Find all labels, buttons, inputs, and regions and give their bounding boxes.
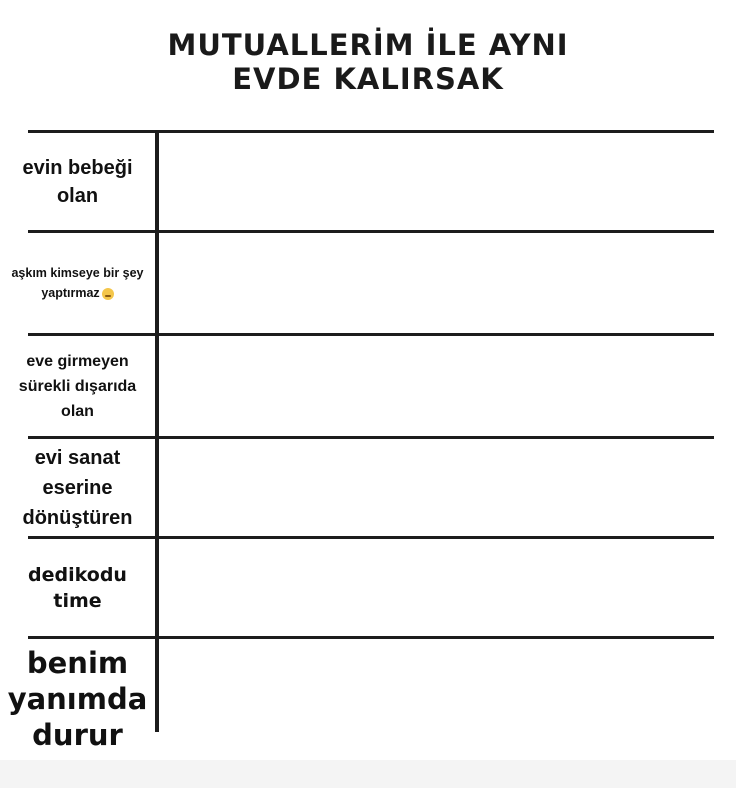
content-cell — [160, 336, 714, 436]
page-title — [0, 28, 736, 96]
row-label: dedikodu time — [28, 563, 127, 612]
row-label: aşkım kimseye bir şey yaptırmaz — [11, 266, 144, 300]
title-line-2: EVDE KALIRSAK — [232, 62, 504, 96]
content-cell — [160, 233, 714, 333]
row-label: evin bebeği olan — [22, 156, 133, 207]
row-label: benim yanımda durur — [7, 646, 148, 752]
content-cell — [160, 639, 714, 732]
column-divider — [155, 130, 159, 732]
content-cell — [160, 439, 714, 536]
content-cell — [160, 133, 714, 230]
bottom-margin — [0, 760, 736, 788]
row-label: evi sanat eserine dönüştüren — [22, 446, 133, 529]
content-cell — [160, 539, 714, 636]
title-line-1: MUTUALLERİM İLE AYNI — [167, 28, 569, 62]
smiling-emoji-icon — [102, 288, 114, 300]
row-label: eve girmeyen sürekli dışarıda olan — [18, 352, 137, 420]
